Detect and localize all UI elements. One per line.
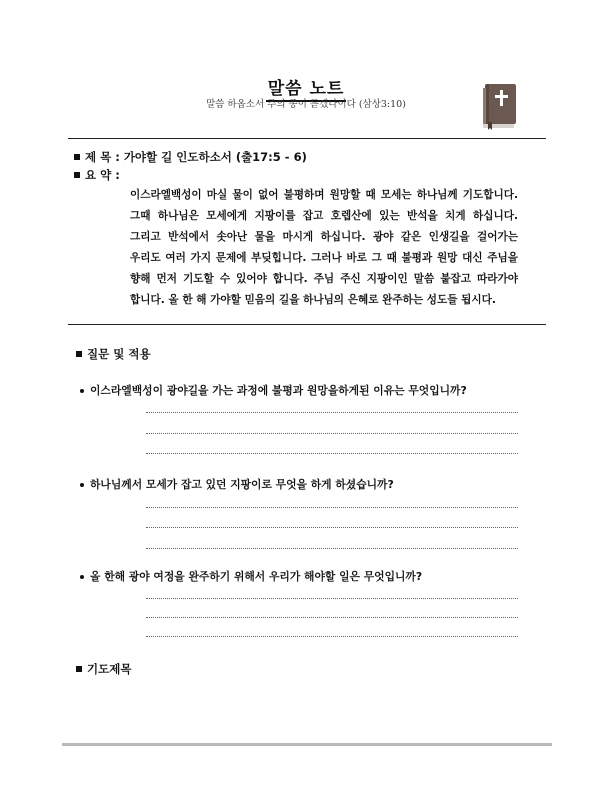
dot-bullet-icon xyxy=(80,483,84,487)
prayer-heading xyxy=(76,661,131,677)
square-bullet-icon xyxy=(76,351,82,357)
summary-label: 요 약 : xyxy=(85,168,120,182)
question-2-text: 하나님께서 모세가 잡고 있던 지팡이로 무엇을 하게 하셨습니까? xyxy=(90,478,394,491)
questions-heading-text: 질문 및 적용 xyxy=(87,347,151,361)
answer-line[interactable] xyxy=(146,453,518,454)
square-bullet-icon xyxy=(74,172,80,178)
dot-bullet-icon xyxy=(80,389,84,393)
answer-line[interactable] xyxy=(146,636,518,637)
summary-text: 이스라엘백성이 마실 물이 없어 불평하며 원망할 때 모세는 하나님께 기도합니다. 그때 하나님은 모세에게 지팡이를 잡고 호렙산에 있는 반석을 치게 하십니다. 그리고 반석에서 솟아난 물을 마시게 하십니다. 광야 같은 인생길을 걸어가는 우리도 여러 가지 문제에 부딪힙니다. 그러나 바로 그 때 불평과 원망 대신 주님을 향해 먼저 기도할 수 있어야 합니다. 주님 주신 지팡이인 말씀 붙잡고 따라가야 합니다. 올 한 해 가야할 믿음의 길을 하나님의 은혜로 완주하는 성도들 됩시다. xyxy=(130,189,518,306)
question-1-text: 이스라엘백성이 광야길을 가는 과정에 불평과 원망을하게된 이유는 무엇입니까? xyxy=(90,384,467,397)
answer-line[interactable] xyxy=(146,617,518,618)
answer-line[interactable] xyxy=(146,412,518,413)
middle-divider xyxy=(68,324,546,325)
question-1 xyxy=(80,383,467,398)
sermon-title-value: 가야할 길 인도하소서 (출17:5 - 6) xyxy=(123,150,307,164)
question-2 xyxy=(80,477,394,492)
square-bullet-icon xyxy=(76,666,82,672)
answer-line[interactable] xyxy=(146,548,518,549)
bottom-divider xyxy=(62,743,552,746)
question-3-text: 올 한해 광야 여정을 완주하기 위해서 우리가 해야할 일은 무엇입니까? xyxy=(90,570,423,583)
answer-line[interactable] xyxy=(146,433,518,434)
page-subtitle: 말씀 하옵소서 주의 종이 듣겠나이다 (삼상3:10) xyxy=(206,99,406,110)
sermon-title-field xyxy=(74,149,307,165)
page-title-text: 말씀 노트 xyxy=(266,79,347,102)
sermon-title-label: 제 목 : xyxy=(85,150,120,164)
answer-line[interactable] xyxy=(146,527,518,528)
bible-icon xyxy=(481,82,517,130)
answer-line[interactable] xyxy=(146,598,518,599)
top-divider xyxy=(68,138,546,139)
question-3 xyxy=(80,569,422,584)
answer-line[interactable] xyxy=(146,507,518,508)
square-bullet-icon xyxy=(74,154,80,160)
prayer-heading-text: 기도제목 xyxy=(87,662,132,676)
dot-bullet-icon xyxy=(80,575,84,579)
summary-field xyxy=(74,167,120,183)
questions-heading xyxy=(76,346,151,362)
